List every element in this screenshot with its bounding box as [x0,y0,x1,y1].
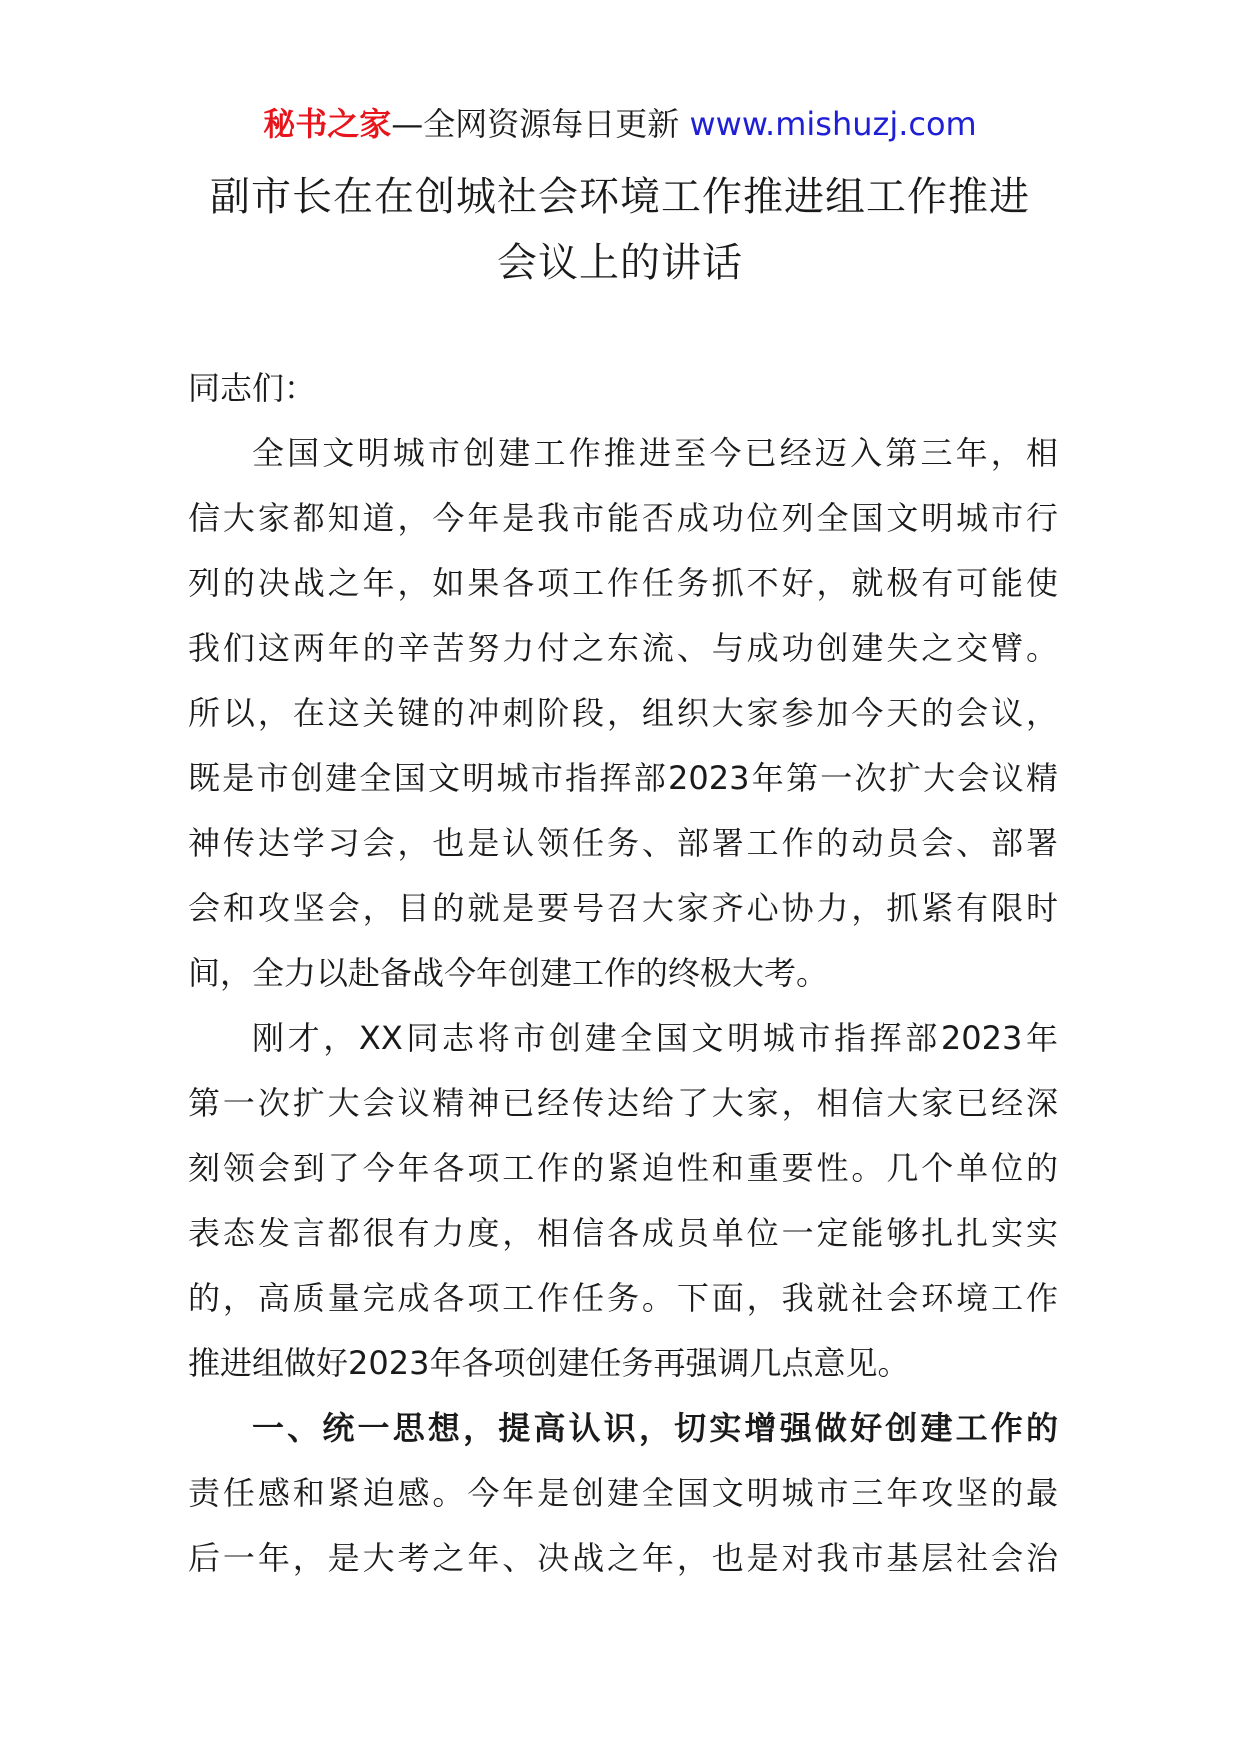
paragraph-line: 第一次扩大会议精神已经传达给了大家，相信大家已经深 [188,1084,1058,1122]
paragraph-2 [188,1006,1058,1396]
document-title [150,164,1090,296]
title-line-2: 会议上的讲话 [497,240,743,286]
paragraph-3 [188,1396,1058,1591]
site-url-link[interactable]: www.mishuzj.com [689,105,977,143]
paragraph-1 [188,421,1058,1006]
title-line-1: 副市长在在创城社会环境工作推进组工作推进 [210,174,1030,220]
section-heading: 一、统一思想，提高认识，切实增强做好创建工作的 [252,1409,1058,1447]
paragraph-line: 我们这两年的辛苦努力付之东流、与成功创建失之交臂。 [188,629,1058,667]
paragraph-line: 信大家都知道，今年是我市能否成功位列全国文明城市行 [188,499,1058,537]
paragraph-line: 既是市创建全国文明城市指挥部2023年第一次扩大会议精 [188,759,1058,797]
paragraph-line: 列的决战之年，如果各项工作任务抓不好，就极有可能使 [188,564,1058,602]
brand-name: 秘书之家 [263,105,392,143]
paragraph-line: 表态发言都很有力度，相信各成员单位一定能够扎扎实实 [188,1214,1058,1252]
speech-body [188,356,1058,1591]
paragraph-line: 后一年，是大考之年、决战之年，也是对我市基层社会治 [188,1539,1058,1577]
paragraph-line: 间，全力以赴备战今年创建工作的终极大考。 [188,954,829,992]
site-header [0,100,1240,148]
paragraph-line: 会和攻坚会，目的就是要号召大家齐心协力，抓紧有限时 [188,889,1058,927]
paragraph-line: 神传达学习会，也是认领任务、部署工作的动员会、部署 [188,824,1058,862]
header-tagline: —全网资源每日更新 [391,105,680,143]
paragraph-line: 刚才，XX同志将市创建全国文明城市指挥部2023年 [252,1019,1058,1057]
paragraph-line: 责任感和紧迫感。今年是创建全国文明城市三年攻坚的最 [188,1474,1058,1512]
paragraph-line: 的，高质量完成各项工作任务。下面，我就社会环境工作 [188,1279,1058,1317]
paragraph-line: 全国文明城市创建工作推进至今已经迈入第三年，相 [252,434,1058,472]
salutation: 同志们： [188,369,317,407]
paragraph-line: 所以，在这关键的冲刺阶段，组织大家参加今天的会议， [188,694,1058,732]
paragraph-line: 推进组做好2023年各项创建任务再强调几点意见。 [188,1344,910,1382]
paragraph-line: 刻领会到了今年各项工作的紧迫性和重要性。几个单位的 [188,1149,1058,1187]
